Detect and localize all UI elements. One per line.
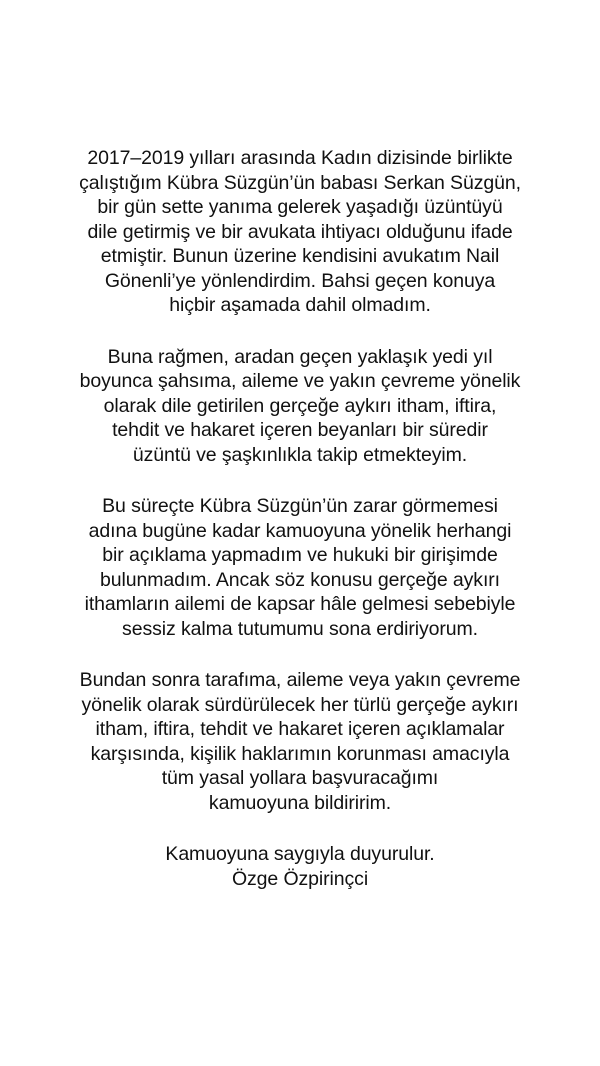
text-line: dile getirmiş ve bir avukata ihtiyacı olduğunu ifade: [87, 220, 513, 243]
text-line: bir gün sette yanıma gelerek yaşadığı üzüntüyü: [97, 196, 503, 218]
text-line: Gönenli’ye yönlendirdim. Bahsi geçen konuya: [104, 269, 496, 292]
text-line: bir açıklama yapmadım ve hukuki bir girişimde: [102, 544, 498, 566]
text-line: tehdit ve hakaret içeren beyanları bir süredir: [112, 419, 488, 441]
paragraph-4: [0, 668, 600, 815]
text-line: Bundan sonra tarafıma, aileme veya yakın çevreme: [79, 669, 521, 691]
text-line: etmiştir. Bunun üzerine kendisini avukatım Nail: [100, 245, 500, 267]
text-line: karşısında, kişilik haklarımın korunması amacıyla: [90, 742, 510, 765]
text-line: yönelik olarak sürdürülecek her türlü gerçeğe aykırı: [81, 693, 519, 716]
signature-block: [0, 842, 600, 891]
text-line: ithamların ailemi de kapsar hâle gelmesi sebebiyle: [84, 593, 516, 615]
text-line: 2017–2019 yılları arasında Kadın dizisinde birlikte: [87, 147, 513, 169]
text-line: tüm yasal yollara başvuracağımı: [161, 767, 439, 789]
text-line: bulunmadım. Ancak söz konusu gerçeğe aykırı: [99, 568, 500, 591]
paragraph-1: [0, 146, 600, 318]
text-line: kamuoyuna bildiririm.: [208, 791, 392, 814]
signature-name: Özge Özpirinçci: [231, 867, 369, 890]
paragraph-2: [0, 345, 600, 468]
text-line: üzüntü ve şaşkınlıkla takip etmekteyim.: [132, 443, 468, 466]
closing-line: Kamuoyuna saygıyla duyurulur.: [165, 843, 435, 865]
text-line: adına bugüne kadar kamuoyuna yönelik herhangi: [88, 519, 512, 542]
public-statement: [0, 146, 600, 918]
text-line: boyunca şahsıma, aileme ve yakın çevreme yönelik: [79, 370, 521, 392]
text-line: hiçbir aşamada dahil olmadım.: [169, 294, 431, 316]
text-line: itham, iftira, tehdit ve hakaret içeren açıklamalar: [95, 718, 505, 740]
text-line: olarak dile getirilen gerçeğe aykırı itham, iftira,: [103, 394, 497, 417]
text-line: çalıştığım Kübra Süzgün’ün babası Serkan Süzgün,: [79, 171, 521, 194]
text-line: sessiz kalma tutumumu sona erdiriyorum.: [122, 617, 478, 640]
paragraph-3: [0, 494, 600, 641]
text-line: Bu süreçte Kübra Süzgün’ün zarar görmemesi: [102, 495, 498, 517]
text-line: Buna rağmen, aradan geçen yaklaşık yedi yıl: [107, 345, 493, 368]
